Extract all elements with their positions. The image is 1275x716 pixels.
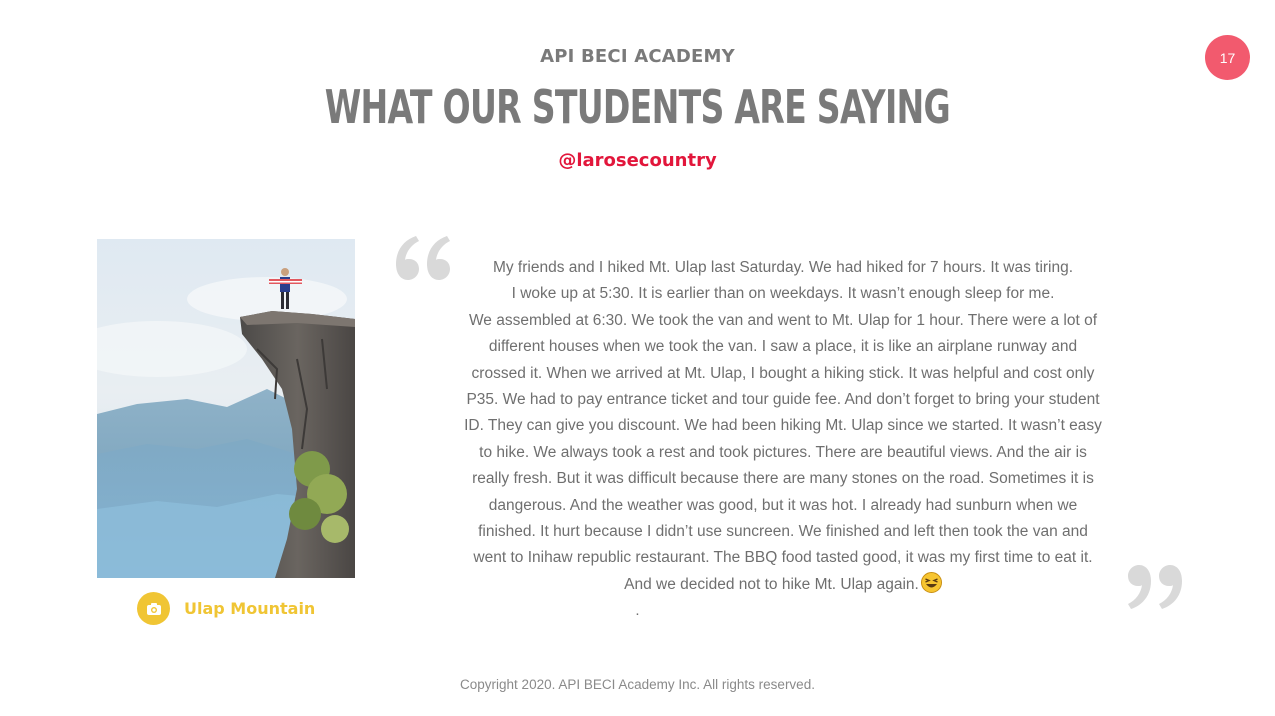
mountain-photo [97, 239, 355, 578]
page-number: 17 [1219, 49, 1236, 66]
testimonial-line: And we decided not to hike Mt. Ulap again. [624, 575, 919, 593]
laughing-emoji-icon [921, 572, 942, 602]
student-handle: @larosecountry [558, 150, 717, 171]
testimonial-line: P35. We had to pay entrance ticket and tour guide fee. And don’t forget to bring your student [466, 391, 1100, 409]
testimonial-line: really fresh. But it was difficult because there are many stones on the road. Sometimes it is [472, 470, 1094, 488]
trailing-dot: . [635, 602, 640, 619]
org-name: API BECI ACADEMY [540, 46, 735, 67]
testimonial-line: finished. It hurt because I didn’t use suncreen. We finished and left then took the van and [478, 523, 1088, 541]
page-title: WHAT OUR STUDENTS ARE SAYING [324, 80, 951, 134]
testimonial-text [463, 255, 1103, 602]
page-number-badge [1205, 35, 1250, 80]
close-quote-icon [1126, 563, 1184, 618]
testimonial-line: ID. They can give you discount. We had been hiking Mt. Ulap since we started. It wasn’t easy [464, 417, 1102, 435]
photo-caption: Ulap Mountain [184, 599, 316, 618]
testimonial-line: different houses when we took the van. I saw a place, it is like an airplane runway and [488, 338, 1078, 356]
testimonial-last-line [463, 572, 1103, 602]
testimonial-line: went to Inihaw republic restaurant. The BBQ food tasted good, it was my first time to eat it. [473, 549, 1093, 567]
copyright-footer: Copyright 2020. API BECI Academy Inc. All rights reserved. [460, 677, 815, 692]
testimonial-line: dangerous. And the weather was good, but it was hot. I already had sunburn when we [488, 496, 1078, 514]
testimonial-line: My friends and I hiked Mt. Ulap last Saturday. We had hiked for 7 hours. It was tiring. [492, 259, 1074, 276]
testimonial-line: We assembled at 6:30. We took the van and went to Mt. Ulap for 1 hour. There were a lot of [468, 311, 1098, 329]
open-quote-icon [394, 232, 452, 287]
testimonial-line: I woke up at 5:30. It is earlier than on weekdays. It wasn’t enough sleep for me. [511, 285, 1055, 303]
testimonial-line: crossed it. When we arrived at Mt. Ulap, I bought a hiking stick. It was helpful and cost only [471, 364, 1095, 382]
testimonial-line: to hike. We always took a rest and took pictures. There are beautiful views. And the air is [479, 443, 1087, 461]
